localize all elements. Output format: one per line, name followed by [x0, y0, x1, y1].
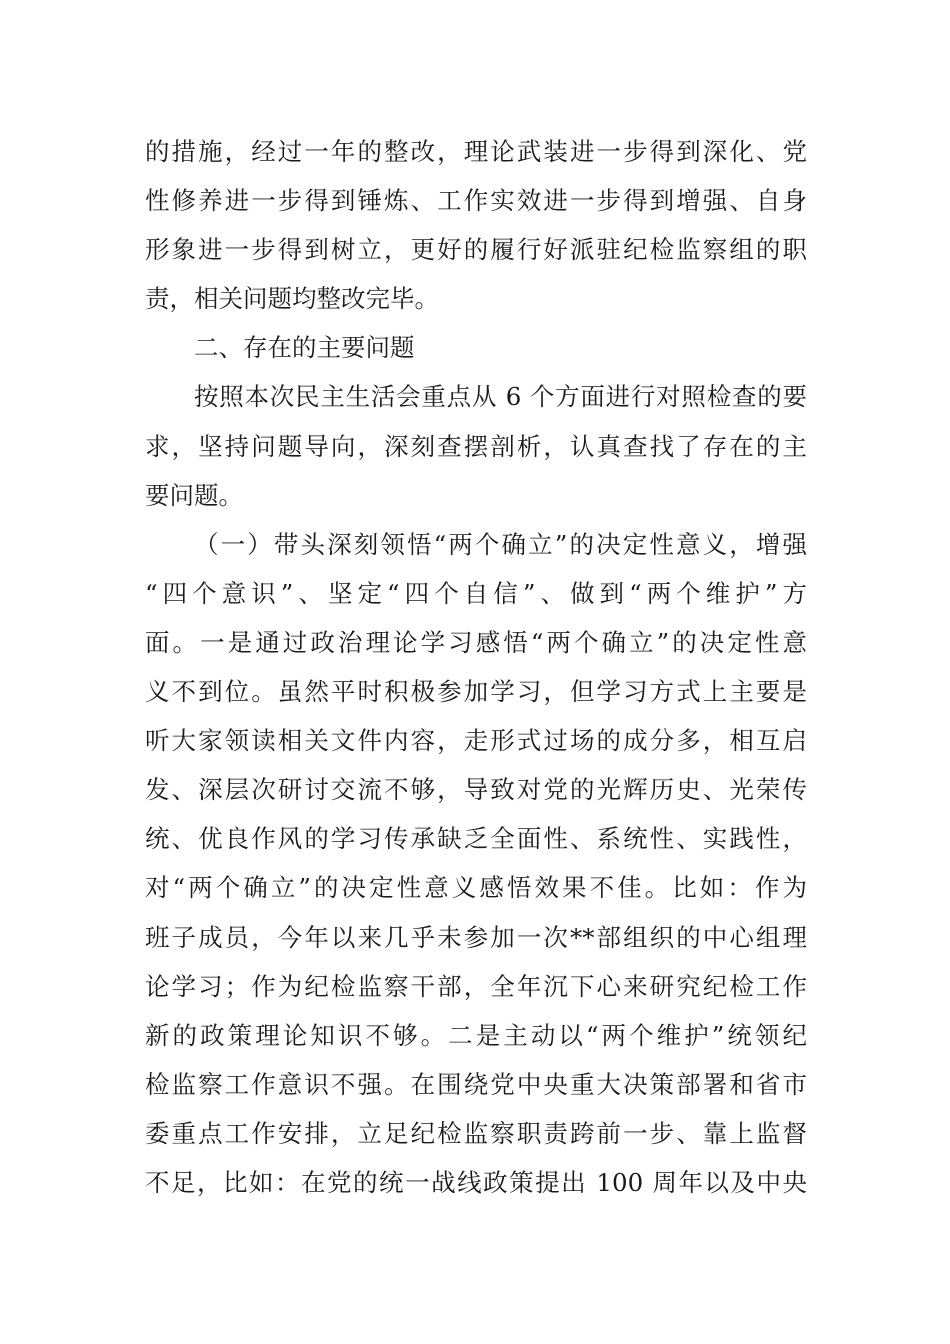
text-line: 形象进一步得到树立，更好的履行好派驻纪检监察组的职 [145, 235, 807, 265]
document-body [145, 127, 807, 1207]
text-line: （一）带头深刻领悟“两个确立”的决定性意义，增强 [194, 529, 807, 559]
text-line: 义不到位。虽然平时积极参加学习，但学习方式上主要是 [145, 677, 807, 707]
text-line: “四个意识”、坚定“四个自信”、做到“两个维护”方 [145, 578, 807, 608]
heading-line: 二、存在的主要问题 [194, 333, 415, 363]
text-line: 论学习；作为纪检监察干部，全年沉下心来研究纪检工作 [145, 971, 807, 1001]
text-line: 求，坚持问题导向，深刻查摆剖析，认真查找了存在的主 [145, 431, 807, 461]
text-line: 责，相关问题均整改完毕。 [145, 284, 439, 314]
text-line: 的措施，经过一年的整改，理论武装进一步得到深化、党 [145, 137, 807, 166]
text-line: 统、优良作风的学习传承缺乏全面性、系统性、实践性， [145, 824, 807, 854]
text-line: 检监察工作意识不强。在围绕党中央重大决策部署和省市 [145, 1069, 807, 1099]
text-line: 按照本次民主生活会重点从 6 个方面进行对照检查的要 [194, 382, 807, 412]
text-line: 新的政策理论知识不够。二是主动以“两个维护”统领纪 [145, 1020, 807, 1050]
paragraph [145, 127, 807, 323]
text-line: 性修养进一步得到锤炼、工作实效进一步得到增强、自身 [145, 186, 807, 216]
section-heading [145, 323, 807, 372]
text-line: 听大家领读相关文件内容，走形式过场的成分多，相互启 [145, 726, 807, 756]
text-line: 对“两个确立”的决定性意义感悟效果不佳。比如：作为 [145, 873, 807, 903]
text-line: 发、深层次研讨交流不够，导致对党的光辉历史、光荣传 [145, 775, 807, 805]
paragraph [145, 372, 807, 519]
text-line: 班子成员，今年以来几乎未参加一次**部组织的中心组理 [145, 922, 807, 952]
text-line: 面。一是通过政治理论学习感悟“两个确立”的决定性意 [145, 627, 807, 657]
text-line: 不足，比如：在党的统一战线政策提出 100 周年以及中央 [145, 1167, 807, 1197]
text-line: 委重点工作安排，立足纪检监察职责跨前一步、靠上监督 [145, 1118, 807, 1148]
text-line: 要问题。 [145, 480, 243, 510]
paragraph [145, 520, 807, 1207]
